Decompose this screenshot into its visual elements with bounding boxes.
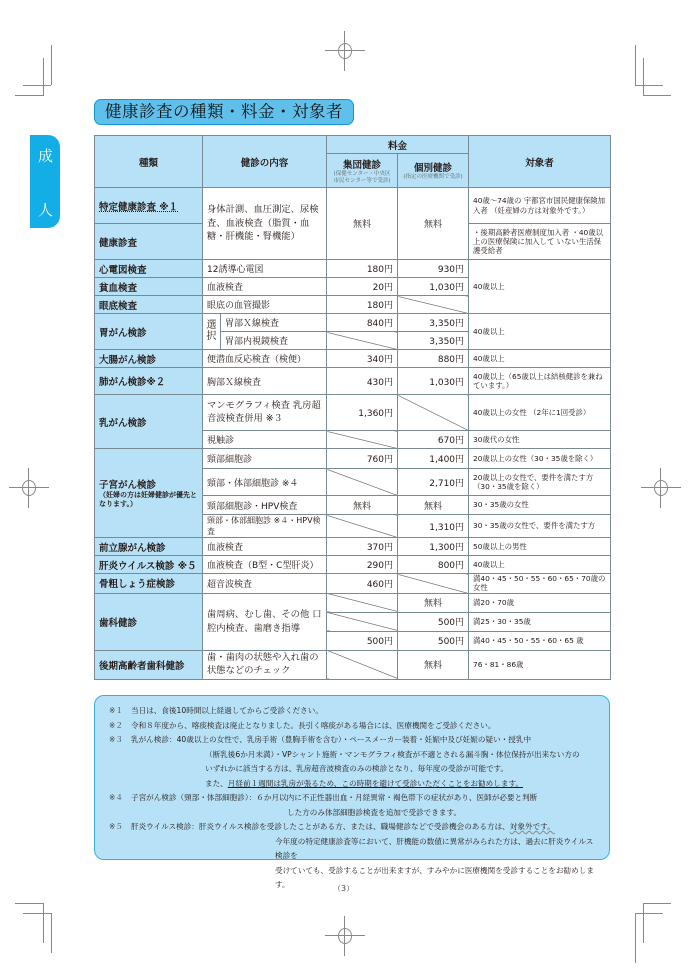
row-group-fee: 290円 [327,556,398,574]
row-target: 30・35歳の女性 [469,496,611,515]
row-target: ・後期高齢者医療制度加入者 ・40歳以上の医療保険に加入して いない生活保護受給者 [469,224,611,260]
crop-mark-bottom-right [635,903,675,963]
page-title: 健康診査の種類・料金・対象者 [94,99,354,125]
row-kind: 肺がん検診※２ [95,368,203,395]
checkup-fee-table [94,135,611,680]
row-group-fee-not-applicable [327,593,398,612]
row-content: 頸部細胞診 [203,449,327,469]
row-kind: 子宮がん検診 （妊婦の方は妊婦健診が優先となります。） [95,449,203,538]
row-content: マンモグラフィ検査 乳房超音波検査併用 ※３ [203,395,327,431]
row-individual-fee: 無料 [398,496,469,515]
row-group-fee: 180円 [327,296,398,314]
row-content: 眼底の血管撮影 [203,296,327,314]
section-tab-char-2: 人 [38,201,54,219]
crop-mark-bottom-left [15,903,55,963]
row-group-fee: 500円 [327,631,398,650]
row-group-fee: 760円 [327,449,398,469]
row-kind-note: （妊婦の方は妊婦健診が優先となります。） [99,491,197,508]
row-target: 30歳代の女性 [469,431,611,449]
row-kind: 胃がん検診 [95,314,203,350]
row-target: 満20・70歳 [469,593,611,612]
row-kind: 乳がん検診 [95,395,203,449]
row-target: 40歳以上（65歳以上は結核健診を兼ねています。） [469,368,611,395]
row-individual-fee: 3,350円 [398,332,469,350]
note-5-line-3: 受けていても、受診することが出来ますが、すみやかに医療機関を受診することをお勧めします。 [275,865,594,889]
row-group-fee: 180円 [327,260,398,278]
row-group-fee: 840円 [327,314,398,332]
row-individual-fee: 1,030円 [398,368,469,395]
registration-mark-right [641,468,681,508]
row-content: 血液検査（B型・C型肝炎） [203,556,327,574]
row-group-fee: 20円 [327,278,398,296]
row-content: 便潜血反応検査（検便） [203,350,327,368]
row-group-fee-not-applicable [327,431,398,449]
row-kind: 特定健康診査 ※１ [95,188,203,224]
registration-mark-bottom [325,916,365,956]
row-group-fee: 460円 [327,574,398,594]
note-3-line-3: いずれかに該当する方は、乳房超音波検査のみの検診となり、毎年度の受診が可能です。 [205,764,509,773]
select-label: 選択 [203,314,221,350]
row-target: 40歳以上の女性 （2年に1回受診） [469,395,611,431]
table-row [95,593,611,612]
row-group-fee: 1,360円 [327,395,398,431]
row-content: 血液検査 [203,538,327,556]
note-4-line-2: した方のみ体部細胞診検査を追加で受診できます。 [287,807,462,817]
header-target: 対象者 [469,136,611,188]
row-content: 視触診 [203,431,327,449]
table-row [95,650,611,679]
table-row [95,574,611,594]
row-individual-fee: 800円 [398,556,469,574]
table-row [95,449,611,469]
notes-box [94,695,610,889]
row-kind: 前立腺がん検診 [95,538,203,556]
row-individual-fee: 1,300円 [398,538,469,556]
row-kind: 大腸がん検診 [95,350,203,368]
row-group-fee: 無料 [327,496,398,515]
row-kind: 後期高齢者歯科健診 [95,650,203,679]
row-group-fee-not-applicable [327,612,398,631]
note-5: ※５ 肝炎ウイルス検診： 肝炎ウイルス検診を受診したことがある方、または、職場健診などで受診機会のある方は、 対象外です。 [109,822,555,831]
row-target: 20歳以上の女性で、要件を満たす方 （30・35歳を除く） [469,469,611,496]
row-individual-fee: 1,030円 [398,278,469,296]
row-content: 頸部細胞診・HPV検査 [203,496,327,515]
header-group: 集団健診 (保健センター・中央区市民センター等で受診) [327,154,398,188]
note-4: ※４ 子宮がん検診（頸部・体部細胞診）： ６か月以内に不正性器出血・月経異常・褐色帯下の症状があり、医師が必要と判断 [109,793,538,802]
row-individual-fee: 930円 [398,260,469,278]
row-individual-fee-not-applicable [398,296,469,314]
table-row [95,556,611,574]
section-tab-char-1: 成 [38,147,54,165]
row-group-fee-not-applicable [327,332,398,350]
row-individual-fee: 1,400円 [398,449,469,469]
row-target: 30・35歳の女性で、要件を満たす方 [469,515,611,538]
row-content: 胃部内視鏡検査 [221,332,327,350]
table-row [95,314,611,332]
row-kind: 骨粗しょう症検診 [95,574,203,594]
row-group-fee-not-applicable [327,469,398,496]
row-content: 超音波検査 [203,574,327,594]
row-kind: 健康診査 [95,224,203,260]
header-individual: 個別健診 (指定の医療機関で受診) [398,154,469,188]
registration-mark-left [9,468,49,508]
row-target: 満25・30・35歳 [469,612,611,631]
table-row [95,260,611,278]
note-3-line-4: また、月経前１週間は乳房が張るため、この時期を避けて受診いただくことをお勧めします。 [205,778,524,788]
row-individual-fee: 500円 [398,612,469,631]
row-target: 満40・45・50・55・60・65 歳 [469,631,611,650]
row-individual-fee-not-applicable [398,574,469,594]
row-target: 40歳以上 [469,314,611,350]
note-3: ※３ 乳がん検診： 40歳以上の女性で、乳房手術（豊胸手術を含む）・ペースメーカー装着・妊娠中及び妊娠の疑い・授乳中 [109,735,532,744]
note-3-line-2: （断乳後6か月未満）・VPシャント施術・マンモグラフィ検査が不適とされる漏斗胸・体位保持が出来ない方の [205,749,580,759]
row-kind: 歯科健診 [95,593,203,650]
row-content: 血液検査 [203,278,327,296]
row-target: 40歳以上 [469,350,611,368]
header-kind: 種類 [95,136,203,188]
header-fee: 料金 [327,136,469,154]
registration-mark-top [325,31,365,71]
row-content: 身体計測、血圧測定、尿検査、血液検査（脂質・血糖・肝機能・腎機能） [203,188,327,260]
row-content: 胃部Ｘ線検査 [221,314,327,332]
row-kind: 肝炎ウイルス検診 ※５ [95,556,203,574]
row-individual-fee: 3,350円 [398,314,469,332]
row-group-fee: 430円 [327,368,398,395]
crop-mark-top-right [635,45,675,95]
row-individual-fee: 670円 [398,431,469,449]
row-group-fee: 無料 [327,188,398,260]
row-target: 76・81・86歳 [469,650,611,679]
row-group-fee-not-applicable [327,650,398,679]
row-kind: 眼底検査 [95,296,203,314]
table-row [95,368,611,395]
row-target: 50歳以上の男性 [469,538,611,556]
row-kind: 心電図検査 [95,260,203,278]
table-row [95,395,611,431]
row-group-fee-not-applicable [327,515,398,538]
section-tab-adult [30,135,60,228]
row-content: 12誘導心電図 [203,260,327,278]
note-1: ※１ 当日は、食後10時間以上経過してからご受診ください。 [109,706,323,715]
table-row [95,538,611,556]
row-group-fee: 340円 [327,350,398,368]
row-group-fee: 370円 [327,538,398,556]
row-individual-fee: 2,710円 [398,469,469,496]
row-content: 頸部・体部細胞診 ※４・HPV検査 [203,515,327,538]
note-5-line-2: 今年度の特定健康診査等において、肝機能の数値に異常がみられた方は、過去に肝炎ウイルス検診を [275,836,594,860]
note-2: ※２ 令和８年度から、喀痰検査は廃止となりました。長引く喀痰がある場合には、医療機関をご受診ください。 [109,720,496,730]
row-content: 歯周病、むし歯、その他 口腔内検査、歯磨き指導 [203,593,327,650]
row-target: 満40・45・50・55・60・65・70歳の女性 [469,574,611,594]
row-kind: 貧血検査 [95,278,203,296]
row-individual-fee: 無料 [398,650,469,679]
row-content: 胸部Ｘ線検査 [203,368,327,395]
row-individual-fee: 無料 [398,593,469,612]
row-individual-fee: 無料 [398,188,469,260]
row-target: 20歳以上の女性（30・35歳を除く） [469,449,611,469]
header-content: 健診の内容 [203,136,327,188]
row-target: 40歳以上 [469,556,611,574]
row-individual-fee-not-applicable [398,395,469,431]
row-individual-fee: 1,310円 [398,515,469,538]
page-number: （3） [333,884,355,893]
row-content: 歯・歯肉の状態や入れ歯の 状態などのチェック [203,650,327,679]
table-row [95,350,611,368]
row-individual-fee: 500円 [398,631,469,650]
row-individual-fee: 880円 [398,350,469,368]
row-content: 頸部・体部細胞診 ※４ [203,469,327,496]
row-target: 40歳以上 [469,260,611,314]
crop-mark-top-left [15,45,55,95]
table-row [95,188,611,224]
row-target: 40歳〜74歳の 宇都宮市国民健康保険加入者 （妊産婦の方は対象外です。） [469,188,611,224]
